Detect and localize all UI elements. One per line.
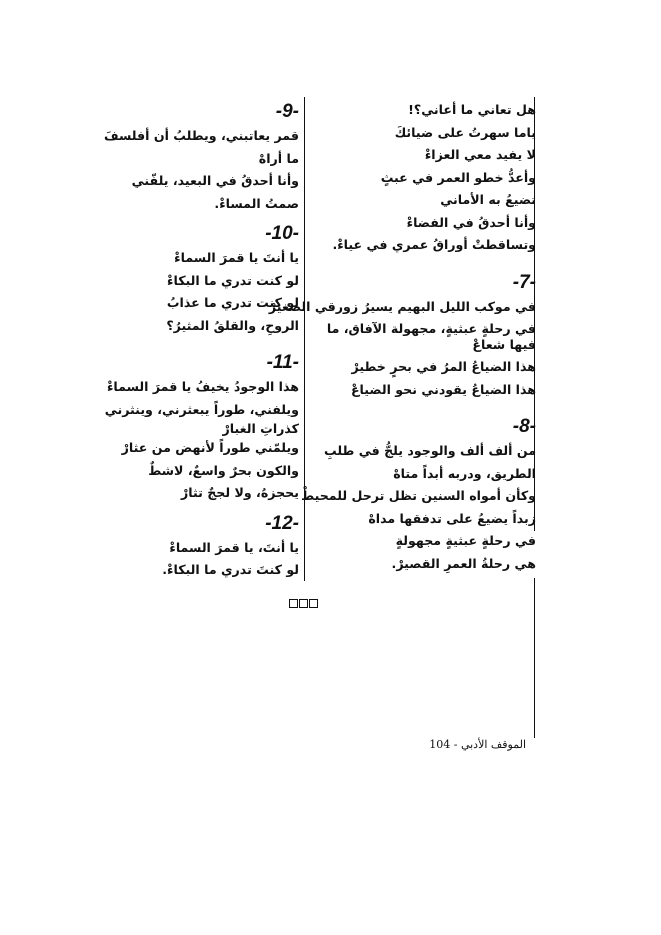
section-10 xyxy=(74,221,299,337)
section-number: -7- xyxy=(512,271,536,293)
poem-line: الروحِ، والقلقُ المثيرُ؟ xyxy=(166,317,299,333)
poem-line: قمر يعاتبني، ويطلبُ أن أفلسفَ xyxy=(103,128,299,143)
poem-line: الطريق، ودربه أبداً متاهْ xyxy=(393,465,536,481)
poem-line: هي رحلةُ العمرِ القصيرْ. xyxy=(391,555,536,571)
poem-line: تضيعُ به الأماني xyxy=(440,192,536,207)
page-footer: الموقف الأدبي - 104 xyxy=(429,738,526,751)
poem-line: يا أنتَ يا قمرَ السماءْ xyxy=(174,250,299,265)
poem-line: هذا الضياعُ المرُ في بحرٍ خطيرْ xyxy=(351,359,536,374)
poem-line: هذا الوجودُ يخيفُ يا قمرَ السماءْ xyxy=(106,379,299,394)
poem-line: وأنا أحدقُ في الفضاءْ xyxy=(406,214,536,230)
square-icon xyxy=(289,599,298,608)
poem-line: يا أنتَ، يا قمرَ السماءْ xyxy=(169,539,299,555)
square-icon xyxy=(299,599,308,608)
section-number: -9- xyxy=(275,101,299,122)
poem-line: وأعدُّ خطو العمر في عبثٍ xyxy=(380,169,536,185)
poem-line: ويلفني، طوراً يبعثرني، وينثرني xyxy=(104,401,299,417)
footer-border-line xyxy=(534,578,535,738)
poem-line: يحجزهُ، ولا لججٌ تثارْ xyxy=(180,485,299,500)
column-divider-line xyxy=(304,97,305,581)
poem-line: صمتُ المساءْ. xyxy=(214,195,299,211)
poem-line: كذراتِ الغبارْ xyxy=(222,421,299,436)
section-12 xyxy=(74,511,299,582)
section-number: -10- xyxy=(265,223,299,244)
section-9 xyxy=(74,99,299,215)
poem-line: زبداً يضيعُ على تدفقها مداهْ xyxy=(368,510,536,526)
section-11 xyxy=(74,350,299,505)
poem-line: في موكب الليل البهيم يسيرُ زورقي الصغيرْ xyxy=(268,298,536,314)
section-number: -11- xyxy=(266,352,299,373)
poem-line: لو كنت تدري ما البكاءْ xyxy=(167,272,299,288)
poem-line: ياما سهرتُ على ضيائكَ xyxy=(394,124,536,140)
section-number: -8- xyxy=(512,416,536,437)
intro-stanza xyxy=(321,99,536,257)
end-ornament xyxy=(289,599,318,608)
poem-line: وتساقطتْ أوراقُ عمري في عياءْ. xyxy=(332,237,536,252)
section-number: -12- xyxy=(265,512,299,534)
square-icon xyxy=(309,599,318,608)
poem-line: في رحلةٍ عبثيةٍ مجهولةٍ xyxy=(395,533,536,548)
poem-line: في رحلةٍ عبثيةٍ، مجهولة الآفاق، ما فيها شعاعْ xyxy=(326,321,536,352)
left-column xyxy=(74,99,299,582)
poem-line: لو كنتَ تدري ما البكاءْ. xyxy=(162,562,299,577)
poem-line: لو كنت تدري ما عذابُ xyxy=(166,295,299,310)
poem-line: وكأن أمواه السنين تظل ترحل للمحيطْ xyxy=(301,488,536,503)
poem-line: ما أراهْ xyxy=(258,150,299,166)
poem-line: هل تعاني ما أعاني؟! xyxy=(408,102,536,117)
poem-line: هذا الضياعُ يقودني نحو الضياعْ xyxy=(350,381,536,397)
poem-line: وأنا أحدقُ في البعيد، يلفّني xyxy=(131,173,299,188)
poem-line: ويلمّني طوراً لأنهض من عثارْ xyxy=(121,440,299,455)
poem-line: والكون بحرٌ واسعٌ، لاشطٌ xyxy=(148,462,299,478)
poem-line: لا يفيد معي العزاءْ xyxy=(424,147,536,162)
poem-line: من ألف ألف والوجود يلجُّ في طلبِ xyxy=(324,443,536,458)
section-8 xyxy=(301,414,536,575)
